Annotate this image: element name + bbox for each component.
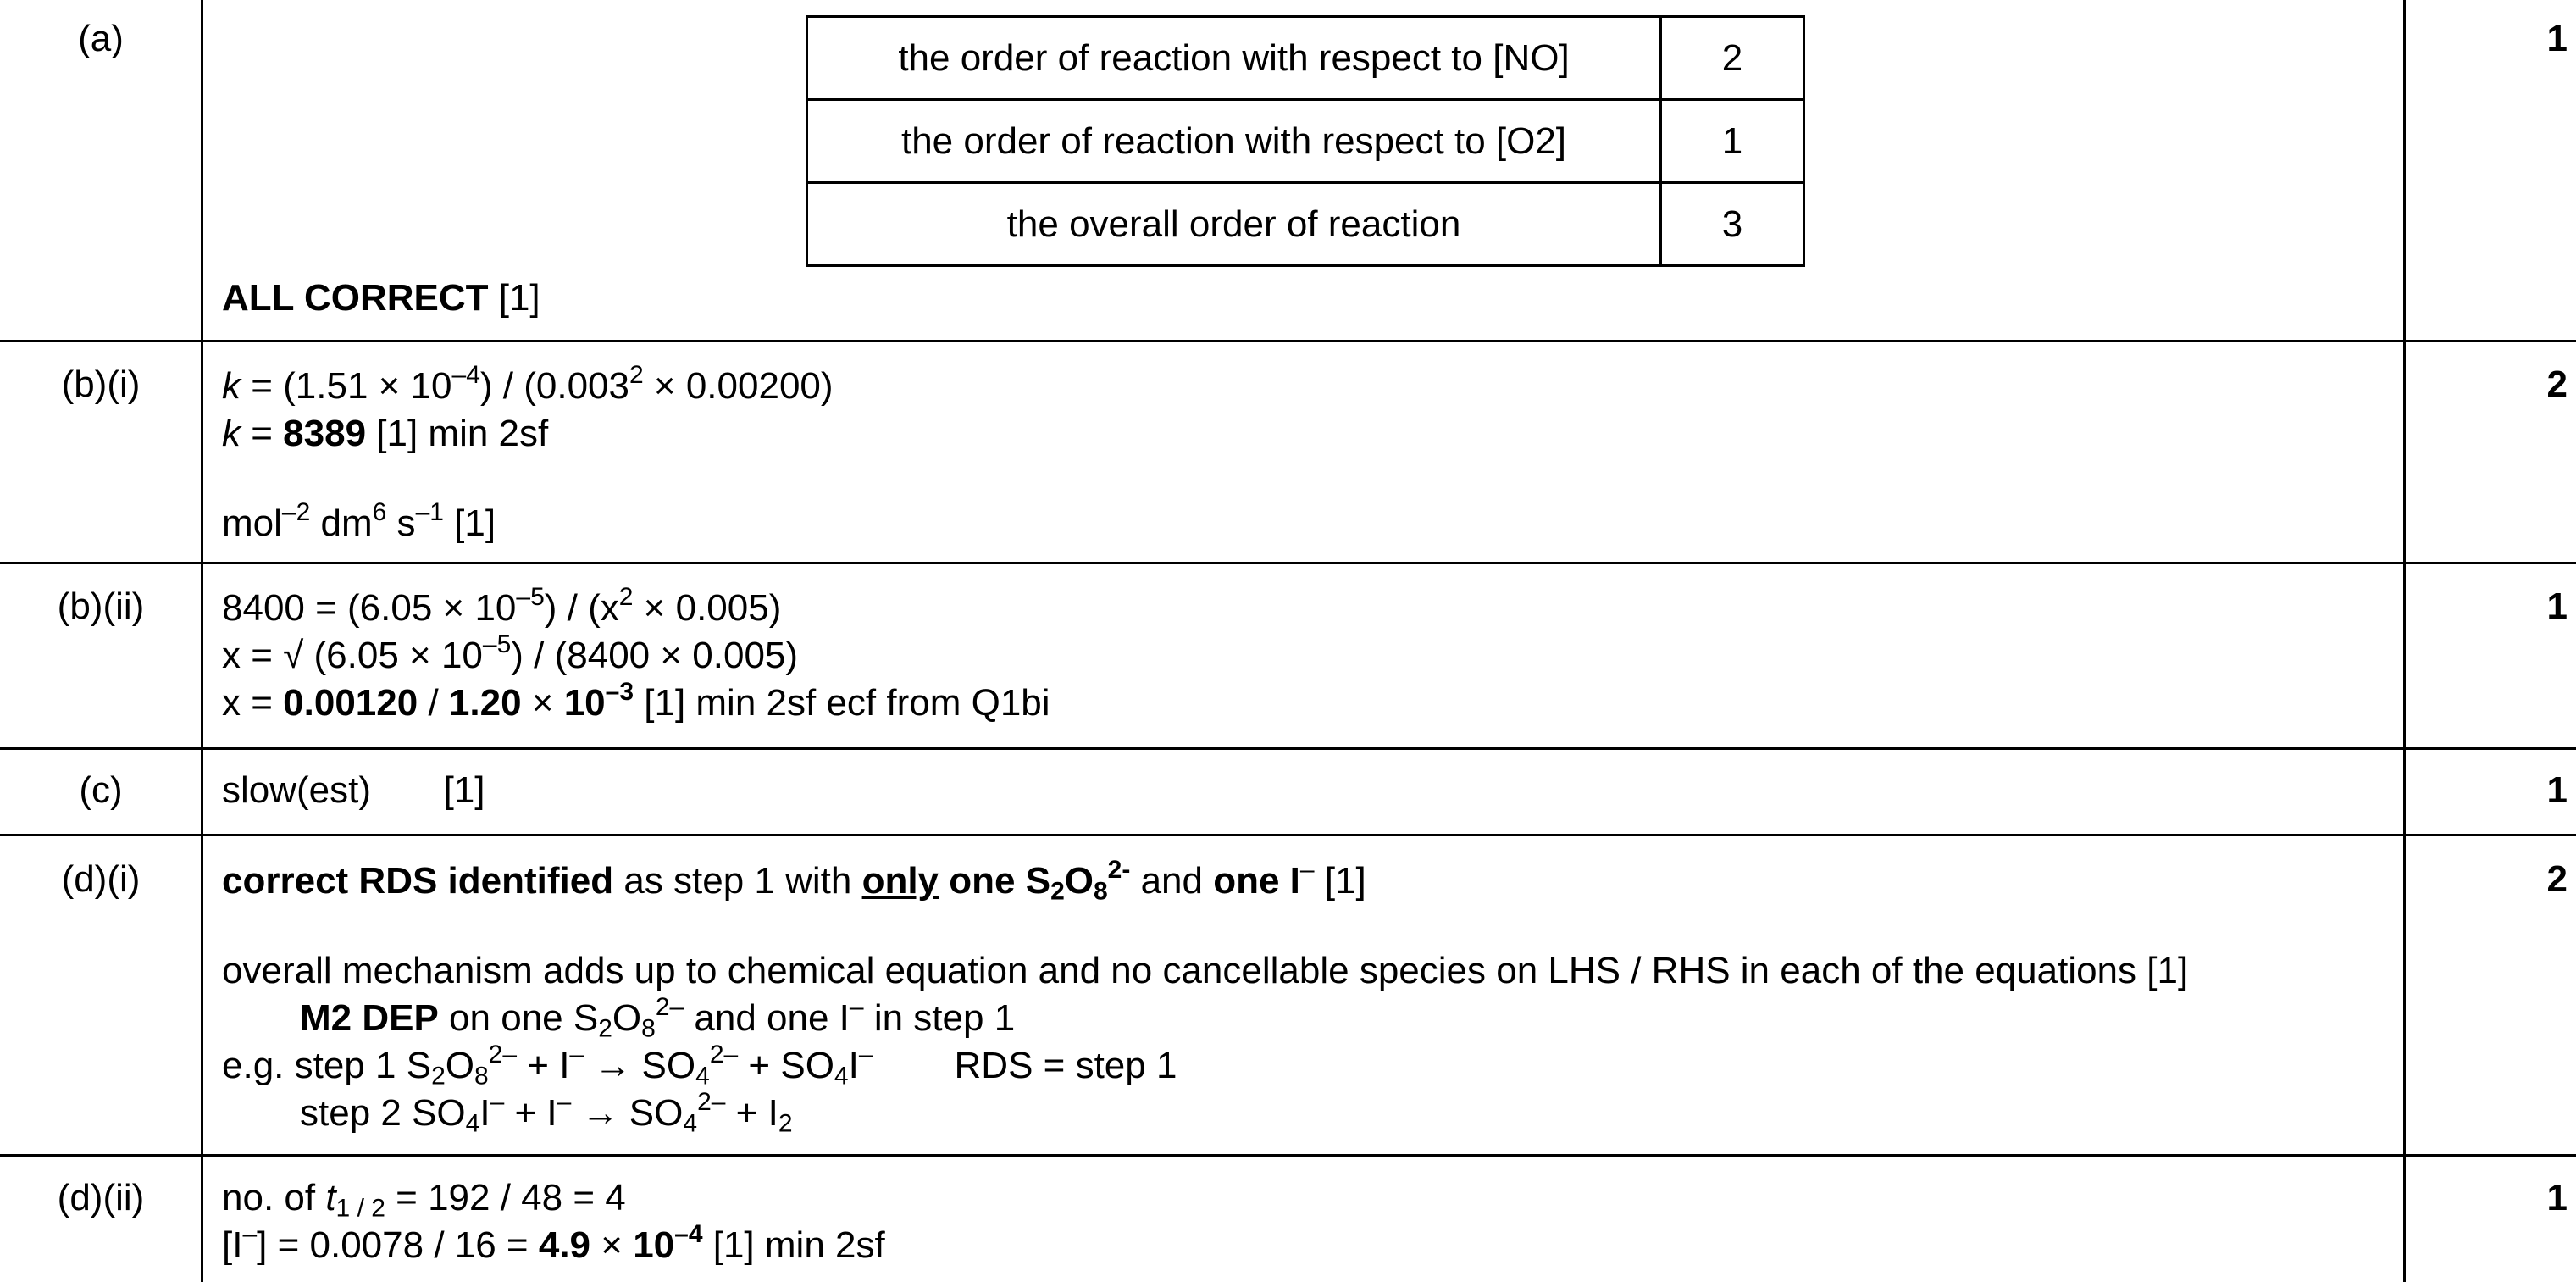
answer-d-i [222,857,2390,1137]
answer-a-note [222,275,2390,322]
row-divider [0,562,2576,564]
answer-b-ii [222,585,2390,727]
marks-b-i: 2 [2546,364,2568,405]
column-divider-left [201,0,203,1282]
marks-b-ii: 1 [2546,586,2568,627]
answer-line: step 2 $SO_4I^- + I^- \to SO_4^{2-} + I_2$ [300,1088,793,1138]
mark-text: [1] [488,277,540,319]
answer-line: k = 8389 [1] min 2sf [222,413,549,454]
question-number-a: (a) [78,18,124,59]
answer-line: $8400 = (6.05 \times 10^{-5}) / (x^2 \times 0.005)$ [222,583,782,629]
table-cell-value: 2 [1661,17,1804,100]
table-cell-value: 1 [1661,100,1804,183]
row-divider [0,747,2576,750]
answer-line: correct RDS identified as step 1 with only one $S_2O_8^{2-}$ and one I– [1] [222,856,1366,906]
all-correct-label: ALL CORRECT [222,277,489,319]
marks-d-i: 2 [2546,858,2568,900]
answer-c [222,767,2390,814]
answer-line: e.g. step 1 $S_2O_8^{2-} + I^- \to SO_4^{2-} + SO_4I^-$ RDS = step 1 [222,1041,1177,1091]
table-cell-description: the order of reaction with respect to [O2] [807,100,1661,183]
rds-label: RDS = step 1 [954,1045,1177,1086]
question-number-d-ii: (d)(ii) [57,1177,145,1218]
reaction-order-table [806,15,1805,267]
answer-d-ii [222,1174,2390,1269]
question-number-d-i: (d)(i) [61,858,141,900]
question-number-b-ii: (b)(ii) [57,586,145,627]
question-number-c: (c) [79,769,123,811]
answer-line: $k = (1.51 \times 10^{-4}) / (0.003^2 \times 0.00200)$ [222,361,834,407]
table-row [807,183,1804,266]
answer-line-units: mol$^{-2}$ $dm^6$ $s^{-1}$ [1] [222,498,496,544]
answer-line: x = √ $(6.05 \times 10^{-5}) / (8400 \times 0.005)$ [222,630,799,676]
answer-line: slow(est) [1] [222,769,485,811]
answer-line: no. of $t_{1 / 2} = 192 / 48 = 4$ [222,1177,626,1223]
row-divider [0,1154,2576,1157]
table-cell-description: the order of reaction with respect to [NO] [807,17,1661,100]
answer-b-i [222,363,2390,547]
table-row [807,100,1804,183]
answer-line: M2 DEP on one $S_2O_8^{2-}$ and one I– in step 1 [300,993,1016,1043]
row-divider [0,834,2576,836]
marks-a: 1 [2546,18,2568,59]
row-divider [0,340,2576,342]
answer-line: overall mechanism adds up to chemical equation and no cancellable species on LHS / RHS in each of the equations [1] [222,950,2189,991]
marks-c: 1 [2546,769,2568,811]
marks-d-ii: 1 [2546,1177,2568,1218]
column-divider-right [2403,0,2406,1282]
answer-line: $x = 0.00120 / 1.20 \times 10^{-3}$ [1] min 2sf ecf from Q1bi [222,678,1050,724]
question-number-b-i: (b)(i) [61,364,141,405]
answer-line: $[I^-] = 0.0078 / 16 = 4.9 \times 10^{-4}$ [1] min 2sf [222,1220,885,1266]
table-row [807,17,1804,100]
table-cell-value: 3 [1661,183,1804,266]
table-cell-description: the overall order of reaction [807,183,1661,266]
